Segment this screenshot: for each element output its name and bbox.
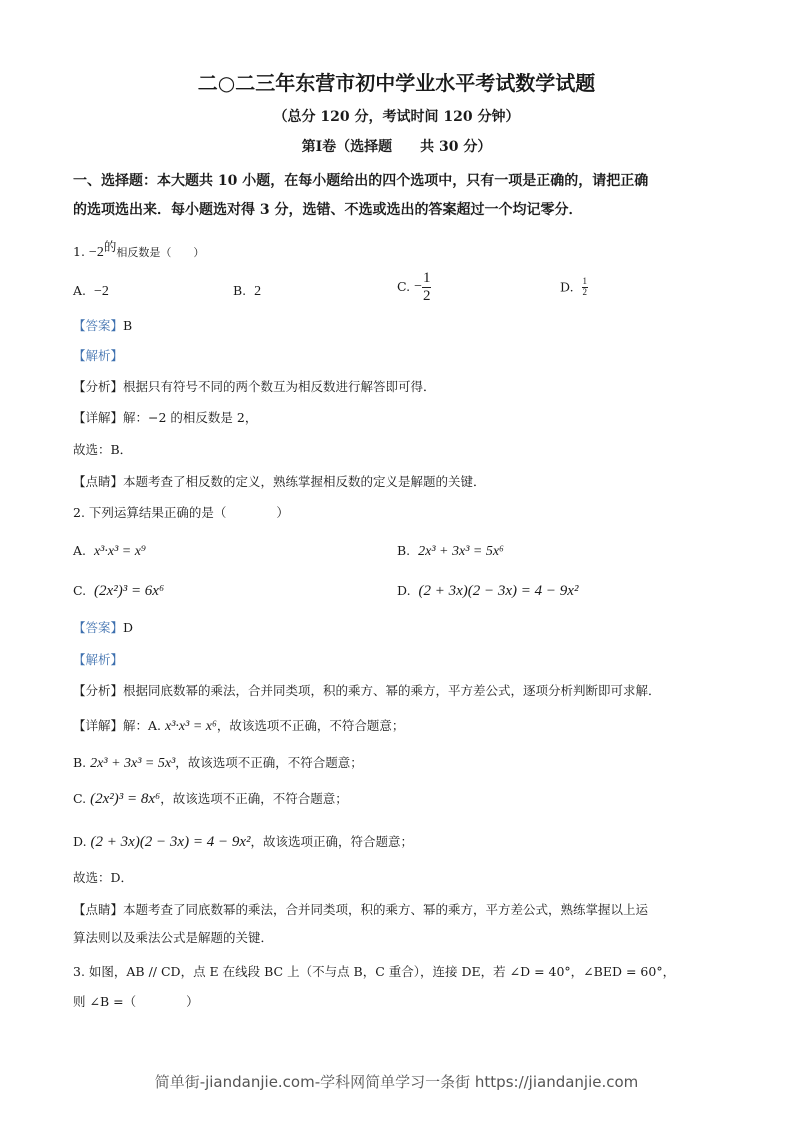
q2-option-a: A. x³·x³ = x⁹ xyxy=(73,543,146,559)
q1-fenxi: 【分析】根据只有符号不同的两个数互为相反数进行解答即可得． xyxy=(73,379,436,394)
q2-dianjing-1: 【点睛】本题考查了同底数幂的乘法，合并同类项，积的乘方、幂的乘方，平方差公式，熟练掌握以上运 xyxy=(73,902,649,917)
q2-xiangjie-a: 【详解】解：A. x³·x³ = x⁶，故该选项不正确，不符合题意； xyxy=(73,718,405,734)
q1-answer: 【答案】B xyxy=(73,318,133,333)
q2-answer: 【答案】D xyxy=(73,620,134,635)
question-3-stem-line-1: 3. 如图，AB // CD，点 E 在线段 BC 上（不与点 B，C 重合），连接 DE，若 ∠D = 40°，∠BED = 60°， xyxy=(73,964,676,979)
q1-option-c: C. − $\frac{1}{2}$ xyxy=(397,270,431,304)
math-expr: −2 xyxy=(88,245,104,260)
q2-xiangjie-b: B. 2x³ + 3x³ = 5x³，故该选项不正确，不符合题意； xyxy=(73,755,363,771)
instructions-line-2: 的选项选出来．每小题选对得 3 分，选错、不选或选出的答案超过一个均记零分． xyxy=(73,202,583,218)
instructions-line-1: 一、选择题：本大题共 10 小题，在每小题给出的四个选项中，只有一项是正确的，请把正确 xyxy=(73,173,649,189)
q1-option-a: A. −2 xyxy=(73,283,109,299)
q1-option-d: D. $\frac{1}{2}$ xyxy=(560,276,588,297)
question-2-stem: 2. 下列运算结果正确的是（ ） xyxy=(73,505,289,520)
q2-dianjing-2: 算法则以及乘法公式是解题的关键． xyxy=(73,930,274,945)
q1-analysis-label: 【解析】 xyxy=(73,348,124,363)
q1-dianjing: 【点睛】本题考查了相反数的定义，熟练掌握相反数的定义是解题的关键． xyxy=(73,474,486,489)
watermark-footer: 简单街-jiandanjie.com-学科网简单学习一条街 https://jiandanjie.com xyxy=(154,1073,639,1091)
q2-xiangjie-d: D. (2 + 3x)(2 − 3x) = 4 − 9x²，故该选项正确，符合题意； xyxy=(73,834,414,850)
q2-option-b: B. 2x³ + 3x³ = 5x⁶ xyxy=(397,543,504,559)
question-number: 1. xyxy=(73,244,85,259)
q2-xiangjie-c: C. (2x²)³ = 8x⁶，故该选项不正确，不符合题意； xyxy=(73,791,348,807)
exam-subtitle: （总分 120 分，考试时间 120 分钟） xyxy=(273,109,520,125)
q2-fenxi: 【分析】根据同底数幂的乘法，合并同类项，积的乘方、幂的乘方，平方差公式，逐项分析判断即可求解． xyxy=(73,683,661,698)
question-1-stem xyxy=(73,239,205,261)
stem-text: 相反数是（ ） xyxy=(116,246,205,259)
stem-text: 的 xyxy=(103,239,117,254)
q1-guxuan: 故选：B． xyxy=(73,442,133,457)
q2-option-c: C. (2x²)³ = 6x⁶ xyxy=(73,583,165,599)
section-heading: 第Ⅰ卷（选择题 共 30 分） xyxy=(301,139,492,155)
question-3-stem-line-2: 则 ∠B =（ ） xyxy=(73,994,199,1009)
q2-guxuan: 故选：D． xyxy=(73,870,134,885)
page-title: 二○二三年东营市初中学业水平考试数学试题 xyxy=(197,71,596,95)
q1-xiangjie: 【详解】解：−2 的相反数是 2， xyxy=(73,410,258,425)
q2-option-d: D. (2 + 3x)(2 − 3x) = 4 − 9x² xyxy=(397,583,579,599)
q1-option-b: B. 2 xyxy=(233,283,262,299)
q2-analysis-label: 【解析】 xyxy=(73,652,124,667)
